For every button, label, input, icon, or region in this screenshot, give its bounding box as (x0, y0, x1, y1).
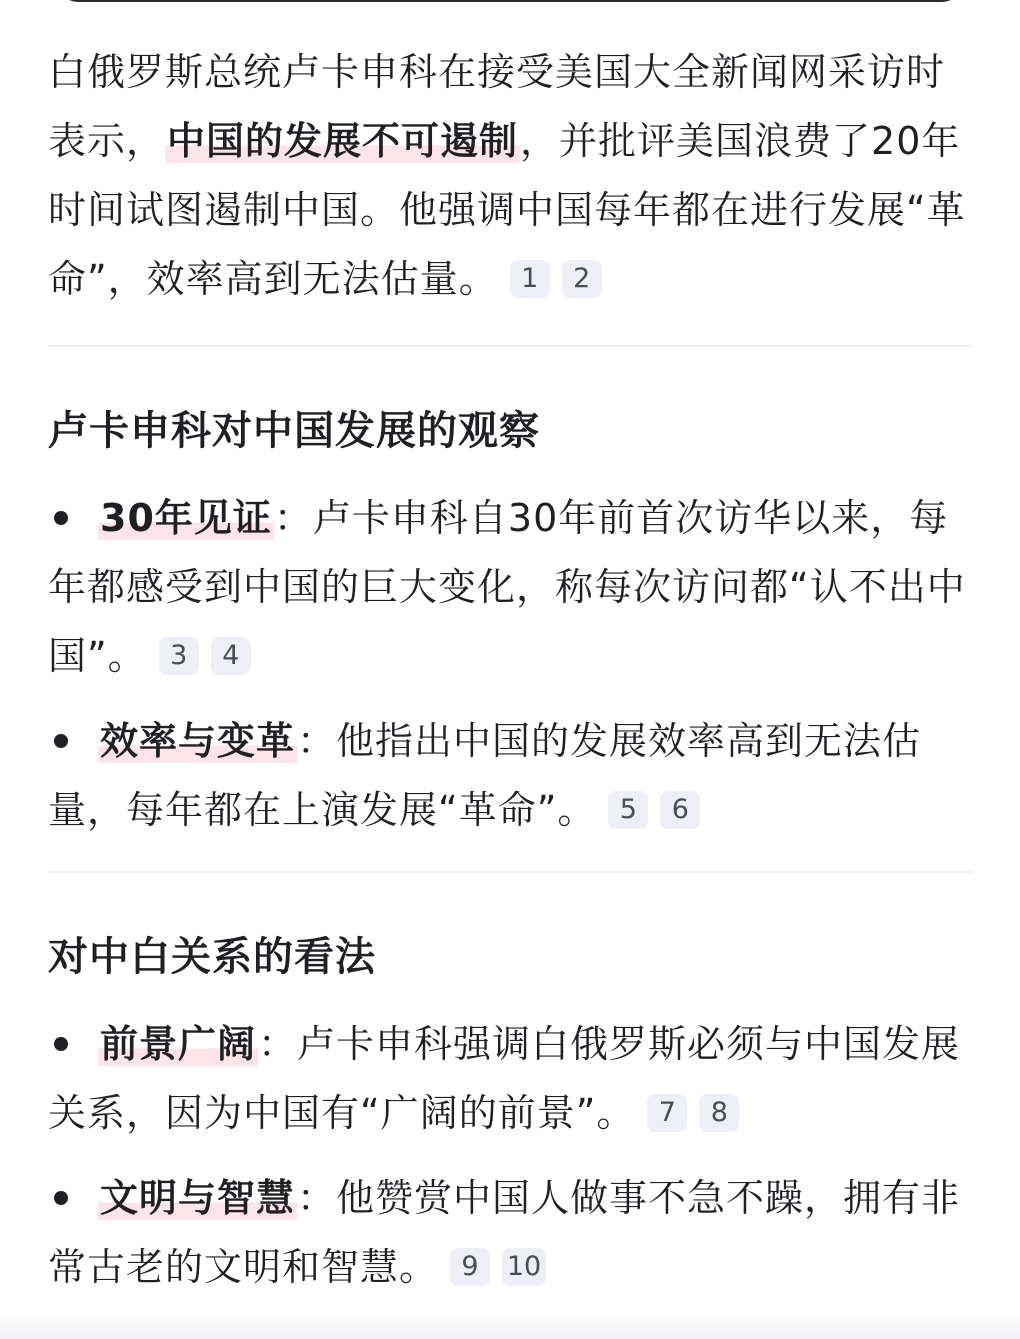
citation-badge[interactable]: 6 (660, 791, 700, 829)
bullet-text: ：他指出中国的发展效率高到无法估量，每年都在上演发展“革命”。 (48, 719, 922, 832)
citation-badge[interactable]: 4 (211, 637, 251, 675)
intro-highlight: 中国的发展不可遏制 (167, 119, 519, 163)
citation-badge[interactable]: 5 (608, 791, 648, 829)
bullet-item (48, 707, 972, 845)
citation-badge[interactable]: 8 (699, 1094, 739, 1132)
bullet-dot-icon (54, 734, 68, 748)
intro-text-after: ，并批评美国浪费了20年时间试图遏制中国。他强调中国每年都在进行发展“革命”，效率高到无法估量。 (48, 119, 966, 301)
bottom-fade (0, 1310, 1020, 1339)
bullet-label: 文明与智慧 (100, 1176, 296, 1220)
image-bottom-edge (58, 0, 962, 2)
bullet-item (48, 1010, 972, 1148)
intro-text-before: 白俄罗斯总统卢卡申科在接受美国大全新闻网采访时表示， (48, 50, 946, 163)
citation-badge[interactable]: 9 (450, 1248, 490, 1286)
bullet-dot-icon (54, 1037, 68, 1051)
bullet-label: 30年见证 (100, 496, 272, 540)
intro-paragraph (48, 38, 972, 314)
citation-badge[interactable]: 10 (502, 1248, 546, 1286)
bullet-text: ：卢卡申科自30年前首次访华以来，每年都感受到中国的巨大变化，称每次访问都“认不出中国”。 (48, 496, 966, 678)
bullet-text: ：他赞赏中国人做事不急不躁，拥有非常古老的文明和智慧。 (48, 1176, 961, 1289)
section-title: 对中白关系的看法 (48, 934, 376, 980)
bullet-item (48, 484, 972, 691)
bullet-dot-icon (54, 511, 68, 525)
citation-badge[interactable]: 7 (647, 1094, 687, 1132)
bullet-item (48, 1164, 972, 1302)
citation-badge[interactable]: 1 (510, 260, 550, 298)
bullet-text: ：卢卡申科强调白俄罗斯必须与中国发展关系，因为中国有“广阔的前景”。 (48, 1022, 961, 1135)
section-title: 卢卡申科对中国发展的观察 (48, 408, 540, 454)
bullet-label: 前景广阔 (100, 1022, 257, 1066)
bullet-dot-icon (54, 1191, 68, 1205)
citation-badge[interactable]: 2 (562, 260, 602, 298)
bullet-label: 效率与变革 (100, 719, 296, 763)
citation-badge[interactable]: 3 (159, 637, 199, 675)
article-content (48, 38, 972, 1302)
